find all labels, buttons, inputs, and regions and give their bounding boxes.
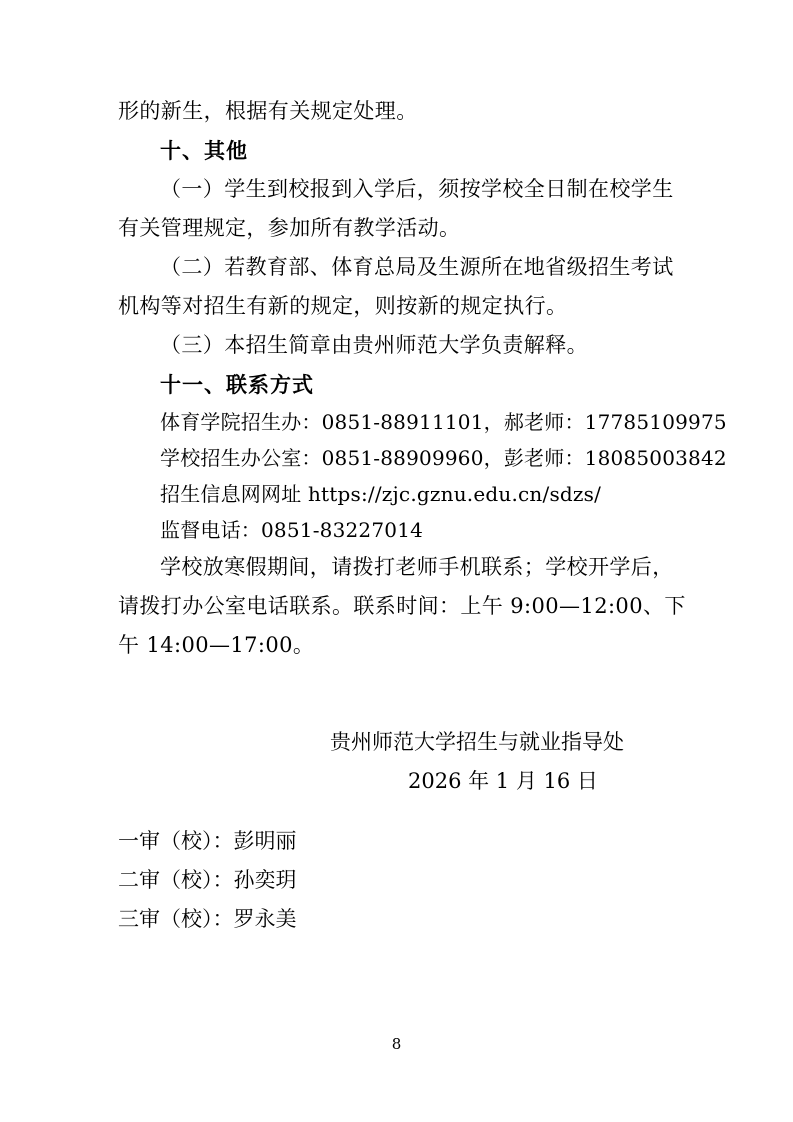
page-number: 8 (391, 1035, 402, 1053)
section-ten-item-3: （三）本招生简章由贵州师范大学负责解释。 (160, 333, 588, 357)
section-ten-item-1-line-1: （一）学生到校报到入学后，须按学校全日制在校学生 (160, 177, 674, 201)
contact-line-admissions-office-pe: 体育学院招生办：0851-88911101，郝老师：17785109975 (160, 410, 727, 434)
review-block (118, 822, 678, 939)
document-body (118, 92, 727, 801)
closing-line-3: 午 14:00—17:00。 (118, 633, 315, 657)
review-first: 一审（校）：彭明丽 (118, 829, 297, 853)
signature-organization: 贵州师范大学招生与就业指导处 (330, 730, 624, 754)
paragraph-continuation: 形的新生，根据有关规定处理。 (118, 99, 418, 123)
section-ten-item-2-line-2: 机构等对招生有新的规定，则按新的规定执行。 (118, 294, 568, 318)
contact-line-website: 招生信息网网址 https://zjc.gznu.edu.cn/sdzs/ (160, 482, 602, 506)
signature-date: 2026 年 1 月 16 日 (408, 769, 598, 793)
contact-line-supervision-phone: 监督电话：0851-83227014 (160, 518, 424, 542)
section-ten-item-1-line-2: 有关管理规定，参加所有教学活动。 (118, 216, 461, 240)
review-second: 二审（校）：孙奕玥 (118, 868, 297, 892)
section-heading-ten: 十、其他 (160, 138, 248, 163)
closing-line-2: 请拨打办公室电话联系。联系时间：上午 9:00—12:00、下 (118, 594, 686, 618)
closing-line-1: 学校放寒假期间，请拨打老师手机联系；学校开学后， (160, 555, 674, 579)
contact-line-school-admissions-office: 学校招生办公室：0851-88909960，彭老师：18085003842 (160, 446, 727, 470)
section-heading-eleven: 十一、联系方式 (160, 372, 314, 397)
spacer-before-signature (118, 665, 678, 723)
section-ten-item-2-line-1: （二）若教育部、体育总局及生源所在地省级招生考试 (160, 255, 674, 279)
review-third: 三审（校）：罗永美 (118, 907, 297, 931)
